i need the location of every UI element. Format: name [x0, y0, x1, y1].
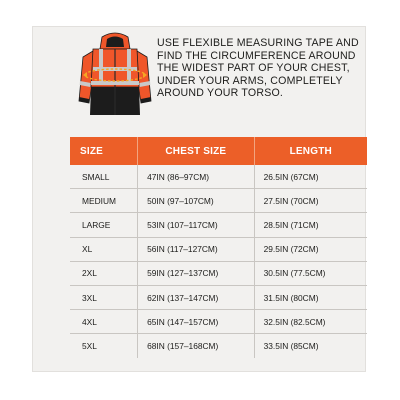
length-cell: 27.5IN (70CM) [255, 189, 367, 213]
table-row [70, 189, 367, 213]
chest-cell: 62IN (137–147CM) [138, 286, 254, 310]
size-cell: 5XL [70, 334, 138, 357]
size-cell: 4XL [70, 310, 138, 334]
length-cell: 31.5IN (80CM) [255, 286, 367, 310]
length-cell: 28.5IN (71CM) [255, 213, 367, 237]
chest-cell: 47IN (86–97CM) [138, 165, 254, 189]
table-row [70, 310, 367, 334]
hi-vis-jacket-illustration [69, 31, 161, 119]
chest-cell: 68IN (157–168CM) [138, 334, 254, 357]
chest-cell: 59IN (127–137CM) [138, 262, 254, 286]
length-cell: 29.5IN (72CM) [255, 238, 367, 262]
size-cell: SMALL [70, 165, 138, 189]
chest-cell: 65IN (147–157CM) [138, 310, 254, 334]
length-cell: 26.5IN (67CM) [255, 165, 367, 189]
size-cell: MEDIUM [70, 189, 138, 213]
header-chest-size: CHEST SIZE [138, 137, 254, 165]
measurement-instructions: USE FLEXIBLE MEASURING TAPE AND FIND THE CIRCUMFERENCE AROUND THE WIDEST PART OF YOUR CHEST, UNDER YOUR ARMS, COMPLETELY AROUND YOUR TORSO. [157, 37, 359, 100]
header-length: LENGTH [255, 137, 367, 165]
chest-cell: 53IN (107–117CM) [138, 213, 254, 237]
size-chart-card [32, 26, 366, 372]
chest-cell: 56IN (117–127CM) [138, 238, 254, 262]
chest-cell: 50IN (97–107CM) [138, 189, 254, 213]
size-cell: 3XL [70, 286, 138, 310]
table-row [70, 165, 367, 189]
table-row [70, 213, 367, 237]
measurement-guide [33, 27, 367, 125]
table-header-row [70, 137, 367, 165]
header-size: SIZE [70, 137, 138, 165]
size-cell: XL [70, 238, 138, 262]
size-cell: 2XL [70, 262, 138, 286]
size-chart-table [70, 137, 367, 358]
length-cell: 30.5IN (77.5CM) [255, 262, 367, 286]
length-cell: 32.5IN (82.5CM) [255, 310, 367, 334]
table-row [70, 286, 367, 310]
table-row [70, 262, 367, 286]
table-row [70, 334, 367, 357]
length-cell: 33.5IN (85CM) [263, 340, 319, 351]
size-cell: LARGE [70, 213, 138, 237]
table-row [70, 238, 367, 262]
